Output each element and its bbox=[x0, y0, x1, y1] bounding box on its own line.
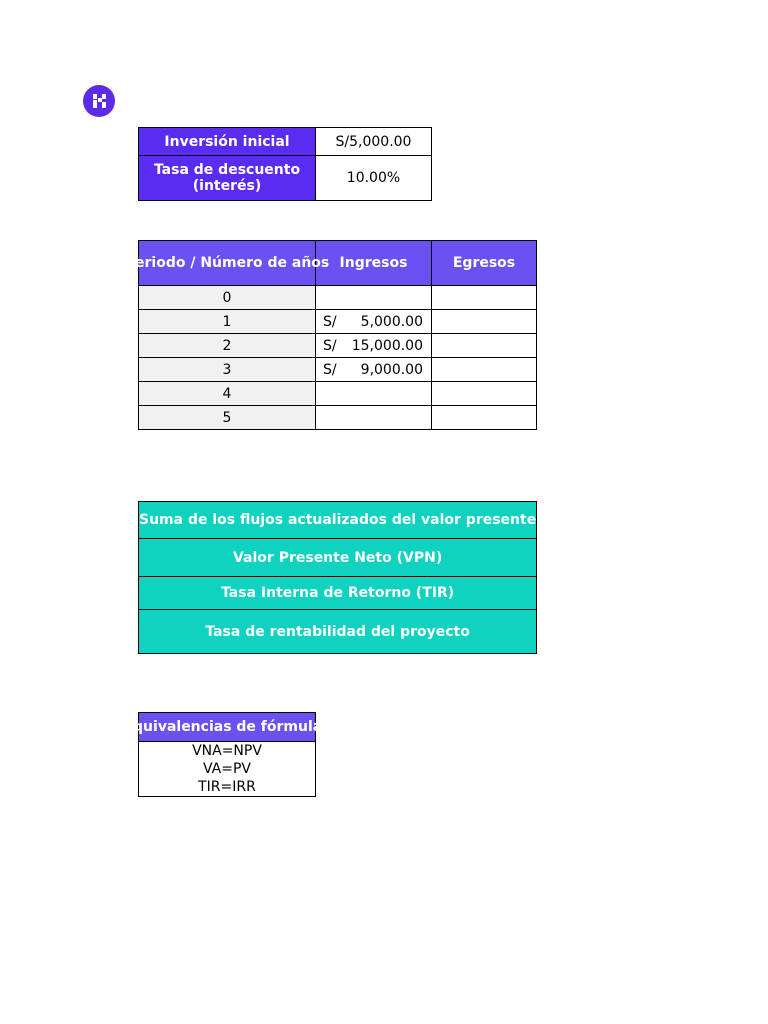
list-item: VNA=NPV bbox=[139, 742, 316, 761]
income-cell[interactable] bbox=[316, 286, 432, 310]
period-cell[interactable]: 1 bbox=[139, 310, 316, 334]
column-header-period: Periodo / Número de años bbox=[139, 241, 316, 286]
expense-cell[interactable] bbox=[432, 382, 537, 406]
period-cell[interactable]: 5 bbox=[139, 406, 316, 430]
expense-cell[interactable] bbox=[432, 358, 537, 382]
table-row bbox=[139, 358, 537, 382]
expense-cell[interactable] bbox=[432, 334, 537, 358]
income-cell[interactable]: S/ 9,000.00 bbox=[316, 358, 432, 382]
period-cell[interactable]: 2 bbox=[139, 334, 316, 358]
results-table bbox=[138, 501, 537, 654]
column-header-expense: Egresos bbox=[432, 241, 537, 286]
period-cell[interactable]: 3 bbox=[139, 358, 316, 382]
brand-logo-icon bbox=[83, 85, 115, 117]
expense-cell[interactable] bbox=[432, 310, 537, 334]
list-item: TIR=IRR bbox=[139, 778, 316, 797]
list-item: VA=PV bbox=[139, 760, 316, 778]
cashflow-table bbox=[124, 240, 537, 430]
npv-label: Valor Presente Neto (VPN) bbox=[139, 539, 537, 577]
income-cell[interactable] bbox=[316, 406, 432, 430]
investment-value[interactable]: S/5,000.00 bbox=[316, 128, 432, 156]
investment-label: Inversión inicial bbox=[139, 128, 316, 156]
inputs-table bbox=[138, 127, 432, 201]
income-cell[interactable]: S/ 15,000.00 bbox=[316, 334, 432, 358]
table-row bbox=[139, 286, 537, 310]
present-value-sum-label: Suma de los flujos actualizados del valor presente bbox=[139, 502, 537, 539]
table-row bbox=[139, 382, 537, 406]
rate-label: Tasa de descuento (interés) bbox=[139, 156, 316, 201]
profitability-rate-label: Tasa de rentabilidad del proyecto bbox=[139, 610, 537, 654]
table-row bbox=[139, 334, 537, 358]
irr-label: Tasa Interna de Retorno (TIR) bbox=[139, 577, 537, 610]
equivalences-header: Equivalencias de fórmulas bbox=[139, 713, 316, 742]
expense-cell[interactable] bbox=[432, 286, 537, 310]
expense-cell[interactable] bbox=[432, 406, 537, 430]
period-cell[interactable]: 0 bbox=[139, 286, 316, 310]
equivalences-table bbox=[123, 712, 331, 797]
income-cell[interactable] bbox=[316, 382, 432, 406]
period-cell[interactable]: 4 bbox=[139, 382, 316, 406]
table-row bbox=[139, 406, 537, 430]
income-cell[interactable]: S/ 5,000.00 bbox=[316, 310, 432, 334]
table-row bbox=[139, 310, 537, 334]
column-header-income: Ingresos bbox=[316, 241, 432, 286]
rate-value[interactable]: 10.00% bbox=[316, 156, 432, 201]
